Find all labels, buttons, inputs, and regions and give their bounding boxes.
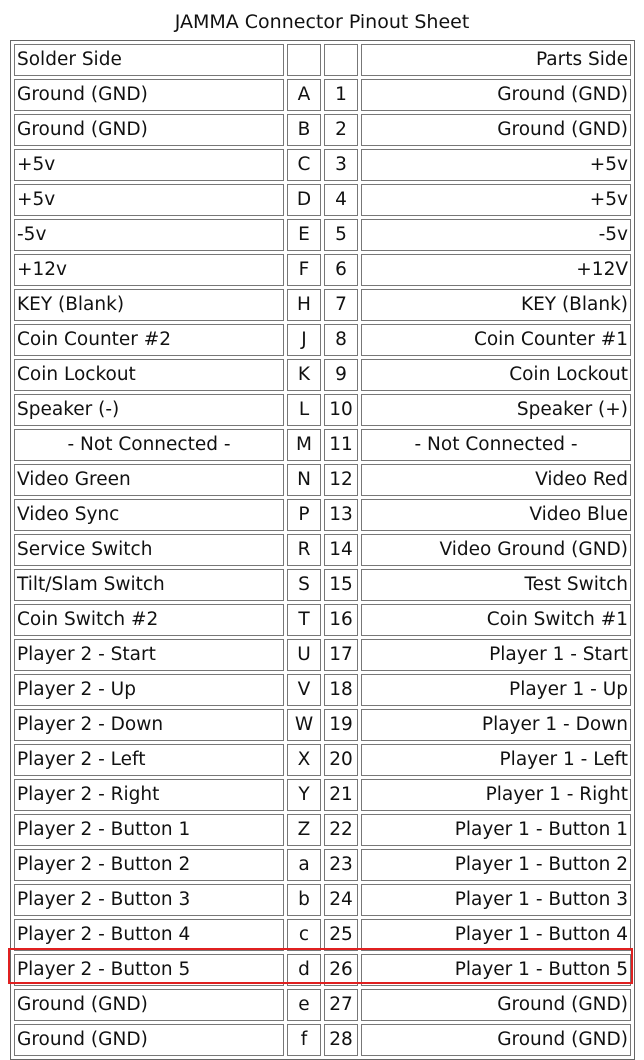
table-row — [14, 289, 631, 321]
parts-side-cell: Ground (GND) — [361, 989, 631, 1021]
parts-side-cell: Video Blue — [361, 499, 631, 531]
table-row — [14, 639, 631, 671]
pin-number-cell: 23 — [324, 849, 358, 881]
solder-side-cell: Player 2 - Down — [14, 709, 284, 741]
pin-number-cell: 28 — [324, 1024, 358, 1056]
table-row — [14, 1024, 631, 1056]
pin-letter-cell: b — [287, 884, 321, 916]
table-row — [14, 534, 631, 566]
pin-letter-cell: S — [287, 569, 321, 601]
pin-number-cell: 27 — [324, 989, 358, 1021]
table-row — [14, 184, 631, 216]
parts-side-cell: KEY (Blank) — [361, 289, 631, 321]
parts-side-cell: Player 1 - Button 4 — [361, 919, 631, 951]
pin-number-cell: 19 — [324, 709, 358, 741]
table-row — [14, 324, 631, 356]
pin-number-cell: 17 — [324, 639, 358, 671]
pin-number-cell: 20 — [324, 744, 358, 776]
parts-side-cell: Player 1 - Down — [361, 709, 631, 741]
pin-number-cell: 25 — [324, 919, 358, 951]
parts-side-cell: Coin Counter #1 — [361, 324, 631, 356]
parts-side-cell: Player 1 - Button 1 — [361, 814, 631, 846]
header-parts-side: Parts Side — [361, 44, 631, 76]
pin-letter-cell: R — [287, 534, 321, 566]
pin-letter-cell: B — [287, 114, 321, 146]
table-row — [14, 744, 631, 776]
solder-side-cell: Ground (GND) — [14, 114, 284, 146]
pin-number-cell: 14 — [324, 534, 358, 566]
table-row — [14, 79, 631, 111]
solder-side-cell: Video Sync — [14, 499, 284, 531]
parts-side-cell: Video Red — [361, 464, 631, 496]
table-row — [14, 604, 631, 636]
parts-side-cell: Player 1 - Button 5 — [361, 954, 631, 986]
pin-number-cell: 18 — [324, 674, 358, 706]
solder-side-cell: Coin Counter #2 — [14, 324, 284, 356]
parts-side-cell: Ground (GND) — [361, 79, 631, 111]
pin-letter-cell: Z — [287, 814, 321, 846]
solder-side-cell: Player 2 - Button 3 — [14, 884, 284, 916]
pin-letter-cell: P — [287, 499, 321, 531]
table-row — [14, 954, 631, 986]
pin-letter-cell: e — [287, 989, 321, 1021]
parts-side-cell: Test Switch — [361, 569, 631, 601]
pin-letter-cell: d — [287, 954, 321, 986]
pin-letter-cell: L — [287, 394, 321, 426]
solder-side-cell: Ground (GND) — [14, 79, 284, 111]
parts-side-cell: -5v — [361, 219, 631, 251]
pin-number-cell: 15 — [324, 569, 358, 601]
solder-side-cell: Player 2 - Right — [14, 779, 284, 811]
pin-number-cell: 21 — [324, 779, 358, 811]
pin-letter-cell: W — [287, 709, 321, 741]
table-row — [14, 254, 631, 286]
parts-side-cell: Speaker (+) — [361, 394, 631, 426]
table-row — [14, 919, 631, 951]
table-row — [14, 849, 631, 881]
table-row — [14, 779, 631, 811]
solder-side-cell: Player 2 - Button 5 — [14, 954, 284, 986]
solder-side-cell: Speaker (-) — [14, 394, 284, 426]
solder-side-cell: Coin Lockout — [14, 359, 284, 391]
parts-side-cell: Ground (GND) — [361, 114, 631, 146]
parts-side-cell: +12V — [361, 254, 631, 286]
pin-number-cell: 12 — [324, 464, 358, 496]
parts-side-cell: Player 1 - Start — [361, 639, 631, 671]
parts-side-cell: Coin Switch #1 — [361, 604, 631, 636]
parts-side-cell: - Not Connected - — [361, 429, 631, 461]
header-letter — [287, 44, 321, 76]
table-row — [14, 884, 631, 916]
parts-side-cell: Player 1 - Button 3 — [361, 884, 631, 916]
pin-number-cell: 4 — [324, 184, 358, 216]
solder-side-cell: - Not Connected - — [14, 429, 284, 461]
parts-side-cell: Player 1 - Left — [361, 744, 631, 776]
solder-side-cell: Player 2 - Left — [14, 744, 284, 776]
table-header-row — [14, 44, 631, 76]
pin-number-cell: 10 — [324, 394, 358, 426]
table-row — [14, 149, 631, 181]
pin-letter-cell: K — [287, 359, 321, 391]
pin-letter-cell: T — [287, 604, 321, 636]
pin-number-cell: 5 — [324, 219, 358, 251]
pin-letter-cell: Y — [287, 779, 321, 811]
pin-letter-cell: N — [287, 464, 321, 496]
table-row — [14, 219, 631, 251]
pin-letter-cell: E — [287, 219, 321, 251]
solder-side-cell: Coin Switch #2 — [14, 604, 284, 636]
pin-number-cell: 16 — [324, 604, 358, 636]
pin-number-cell: 3 — [324, 149, 358, 181]
pin-number-cell: 2 — [324, 114, 358, 146]
header-number — [324, 44, 358, 76]
solder-side-cell: Player 2 - Button 1 — [14, 814, 284, 846]
solder-side-cell: +5v — [14, 149, 284, 181]
table-row — [14, 429, 631, 461]
parts-side-cell: Player 1 - Right — [361, 779, 631, 811]
solder-side-cell: Video Green — [14, 464, 284, 496]
solder-side-cell: +12v — [14, 254, 284, 286]
pin-number-cell: 9 — [324, 359, 358, 391]
pin-number-cell: 7 — [324, 289, 358, 321]
solder-side-cell: Service Switch — [14, 534, 284, 566]
pin-number-cell: 6 — [324, 254, 358, 286]
header-solder-side: Solder Side — [14, 44, 284, 76]
solder-side-cell: Player 2 - Start — [14, 639, 284, 671]
solder-side-cell: -5v — [14, 219, 284, 251]
pin-number-cell: 8 — [324, 324, 358, 356]
pinout-rows — [14, 79, 631, 1056]
parts-side-cell: Player 1 - Up — [361, 674, 631, 706]
pin-letter-cell: U — [287, 639, 321, 671]
parts-side-cell: Player 1 - Button 2 — [361, 849, 631, 881]
pin-letter-cell: F — [287, 254, 321, 286]
parts-side-cell: Video Ground (GND) — [361, 534, 631, 566]
table-row — [14, 709, 631, 741]
parts-side-cell: +5v — [361, 149, 631, 181]
pin-number-cell: 26 — [324, 954, 358, 986]
pin-letter-cell: c — [287, 919, 321, 951]
pin-number-cell: 11 — [324, 429, 358, 461]
pin-number-cell: 1 — [324, 79, 358, 111]
pin-number-cell: 24 — [324, 884, 358, 916]
solder-side-cell: KEY (Blank) — [14, 289, 284, 321]
pin-number-cell: 22 — [324, 814, 358, 846]
pin-letter-cell: A — [287, 79, 321, 111]
pinout-table — [10, 40, 635, 1060]
pin-letter-cell: X — [287, 744, 321, 776]
solder-side-cell: Tilt/Slam Switch — [14, 569, 284, 601]
pin-letter-cell: a — [287, 849, 321, 881]
parts-side-cell: +5v — [361, 184, 631, 216]
solder-side-cell: Ground (GND) — [14, 989, 284, 1021]
pin-letter-cell: C — [287, 149, 321, 181]
pin-number-cell: 13 — [324, 499, 358, 531]
page-title: JAMMA Connector Pinout Sheet — [174, 11, 470, 33]
solder-side-cell: Player 2 - Button 4 — [14, 919, 284, 951]
solder-side-cell: Ground (GND) — [14, 1024, 284, 1056]
table-row — [14, 114, 631, 146]
parts-side-cell: Ground (GND) — [361, 1024, 631, 1056]
table-row — [14, 464, 631, 496]
pin-letter-cell: D — [287, 184, 321, 216]
parts-side-cell: Coin Lockout — [361, 359, 631, 391]
pin-letter-cell: M — [287, 429, 321, 461]
pin-letter-cell: H — [287, 289, 321, 321]
table-row — [14, 394, 631, 426]
table-row — [14, 989, 631, 1021]
pin-letter-cell: V — [287, 674, 321, 706]
pin-letter-cell: f — [287, 1024, 321, 1056]
table-row — [14, 569, 631, 601]
solder-side-cell: Player 2 - Up — [14, 674, 284, 706]
solder-side-cell: Player 2 - Button 2 — [14, 849, 284, 881]
solder-side-cell: +5v — [14, 184, 284, 216]
pin-letter-cell: J — [287, 324, 321, 356]
table-row — [14, 674, 631, 706]
table-row — [14, 814, 631, 846]
table-row — [14, 499, 631, 531]
table-row — [14, 359, 631, 391]
